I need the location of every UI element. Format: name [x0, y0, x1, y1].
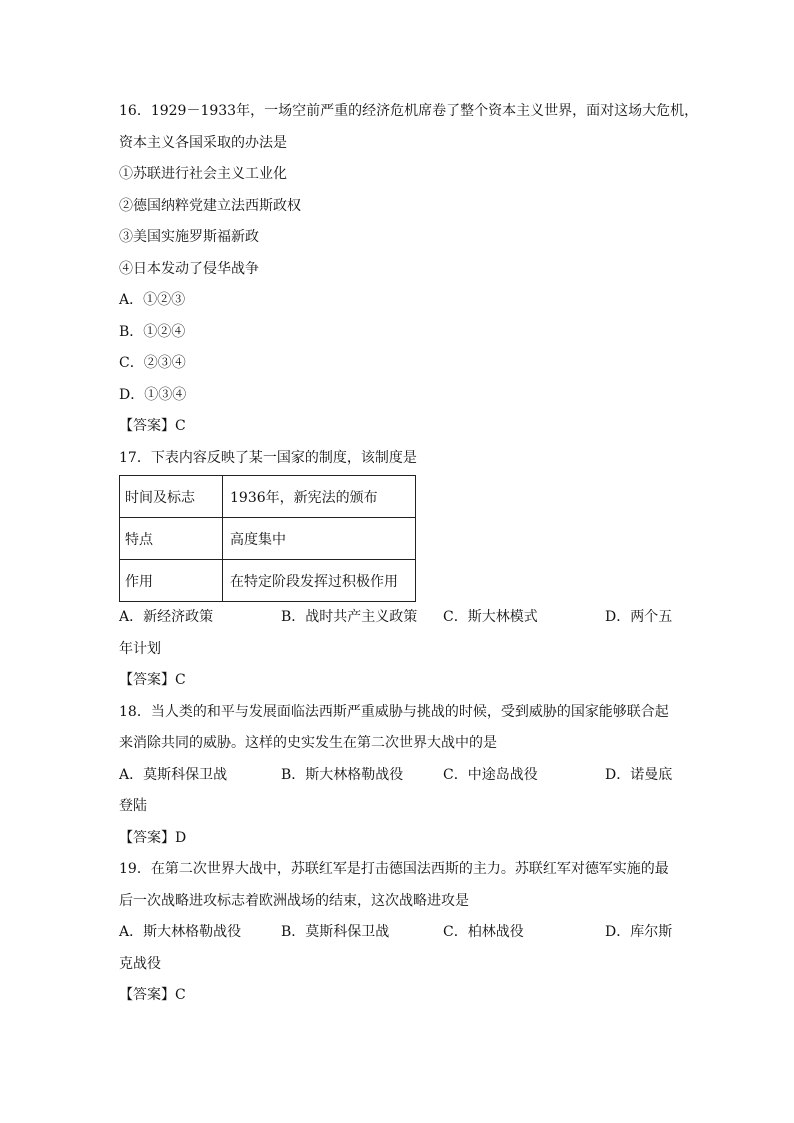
question-17: [119, 443, 684, 697]
table-cell-value: 1936年，新宪法的颁布: [223, 476, 416, 518]
options-row: [119, 917, 684, 949]
option-d-continued: 克战役: [119, 955, 161, 972]
answer-line: 【答案】C: [119, 418, 186, 434]
statement-item: ①苏联进行社会主义工业化: [119, 166, 287, 182]
statement-item: ③美国实施罗斯福新政: [119, 229, 259, 245]
table-cell-value: 高度集中: [223, 518, 416, 560]
option-b: B．莫斯科保卫战: [281, 924, 390, 940]
question-stem: 19．在第二次世界大战中，苏联红军是打击德国法西斯的主力。苏联红军对德军实施的最: [119, 861, 669, 877]
info-table: [119, 475, 416, 602]
question-stem: 来消除共同的威胁。这样的史实发生在第二次世界大战中的是: [119, 735, 497, 751]
question-stem: 后一次战略进攻标志着欧洲战场的结束，这次战略进攻是: [119, 892, 469, 909]
statement-item: ②德国纳粹党建立法西斯政权: [119, 197, 301, 214]
table-row: [120, 518, 416, 560]
option-c: C．柏林战役: [443, 924, 524, 940]
question-16: [119, 96, 699, 443]
option-a: A．新经济政策: [119, 609, 214, 625]
table-cell-label: 特点: [120, 518, 223, 560]
question-stem: 16．1929－1933年，一场空前严重的经济危机席卷了整个资本主义世界，面对这场大危机，: [119, 103, 699, 119]
answer-line: 【答案】D: [119, 829, 187, 846]
option-d: D．库尔斯: [605, 924, 673, 940]
option-c: C．②③④: [119, 355, 186, 371]
table-cell-label: 作用: [120, 560, 223, 602]
table-cell-label: 时间及标志: [120, 476, 223, 518]
table-row: [120, 560, 416, 602]
question-stem: 18．当人类的和平与发展面临法西斯严重威胁与挑战的时候，受到威胁的国家能够联合起: [119, 703, 669, 720]
question-18: [119, 697, 684, 855]
option-b: B．战时共产主义政策: [281, 609, 418, 625]
answer-line: 【答案】C: [119, 987, 186, 1003]
option-b: B．斯大林格勒战役: [281, 766, 404, 783]
question-stem: 资本主义各国采取的办法是: [119, 134, 287, 151]
options-row: [119, 602, 684, 634]
option-d-continued: 登陆: [119, 798, 147, 814]
answer-line: 【答案】C: [119, 672, 186, 688]
option-a: A．斯大林格勒战役: [119, 924, 242, 940]
option-a: A．莫斯科保卫战: [119, 766, 228, 783]
statement-item: ④日本发动了侵华战争: [119, 260, 259, 277]
option-b: B．①②④: [119, 323, 186, 340]
option-c: C．斯大林模式: [443, 609, 538, 625]
option-a: A．①②③: [119, 292, 186, 308]
table-cell-value: 在特定阶段发挥过积极作用: [223, 560, 416, 602]
question-19: [119, 854, 684, 1012]
options-row: [119, 760, 684, 792]
option-c: C．中途岛战役: [443, 766, 538, 783]
question-stem: 17．下表内容反映了某一国家的制度，该制度是: [119, 449, 417, 466]
table-row: [120, 476, 416, 518]
option-d: D．①③④: [119, 386, 187, 403]
option-d: D．诺曼底: [605, 766, 673, 783]
option-d: D．两个五: [605, 609, 673, 625]
exam-page: [119, 96, 699, 1012]
option-d-continued: 年计划: [119, 640, 161, 657]
